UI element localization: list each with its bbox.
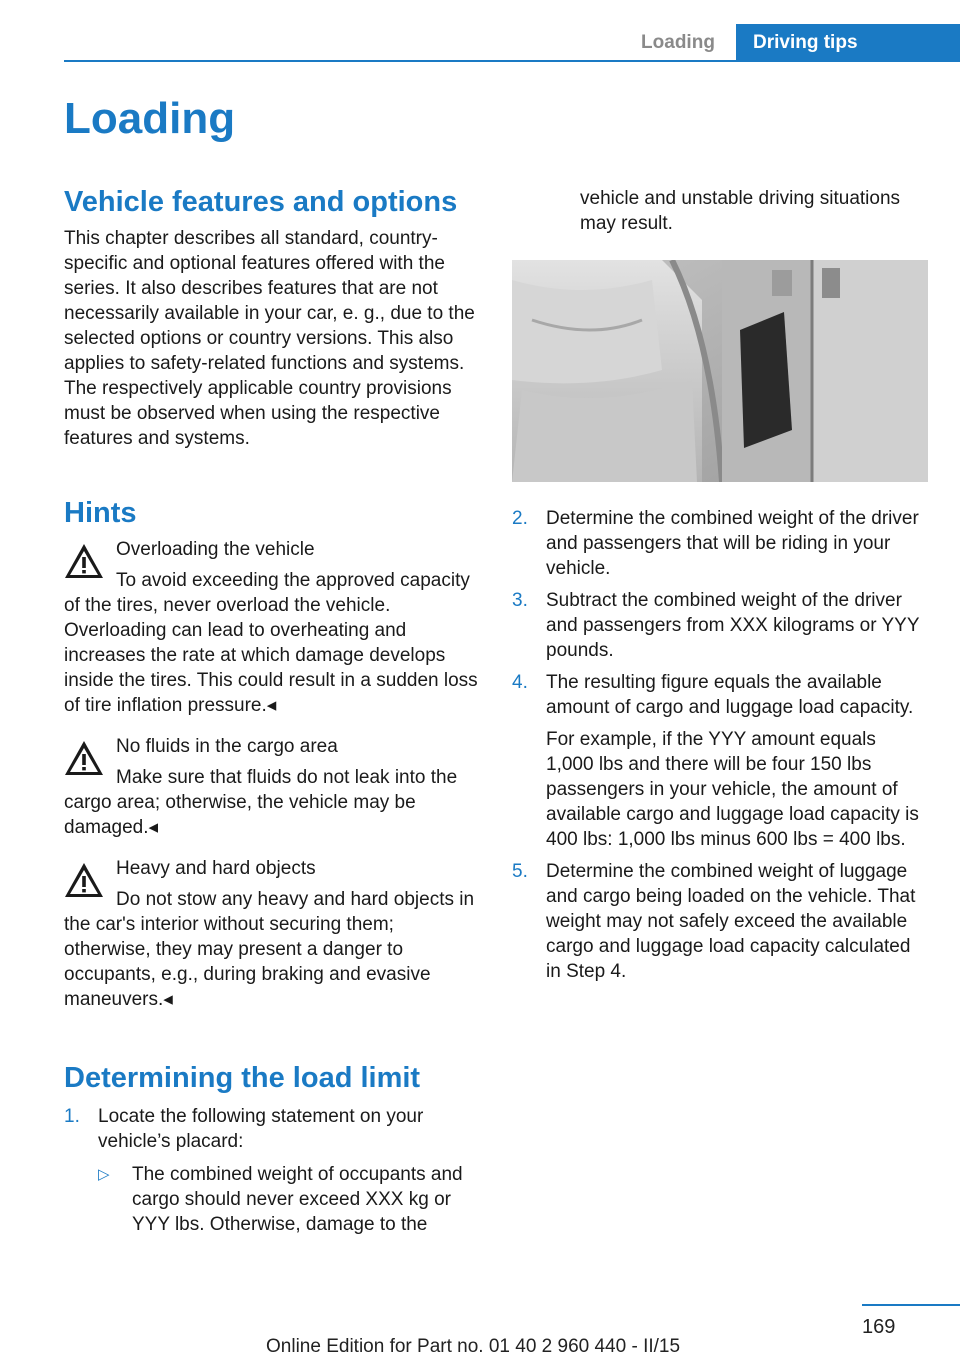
warning-triangle-icon xyxy=(64,740,104,776)
features-paragraph: This chapter describes all standard, country-specific and optional features offered with the series. It also describes features that are not necessarily available in your car, e. g., due to the selected options or country versions. This also applies to safety-related functions and systems. The respectively applicable country provisions must be observed when using the respective features and systems. xyxy=(64,228,475,449)
section-title-hints: Hints xyxy=(64,497,137,529)
bullet-item xyxy=(98,1162,482,1237)
header-section: Loading xyxy=(641,31,715,53)
step-item xyxy=(512,588,928,663)
warning-title: No fluids in the cargo area xyxy=(116,736,338,757)
step-text: Locate the following statement on your vehicle’s placard: xyxy=(98,1106,424,1152)
step-text: Determine the combined weight of the driver and passengers that will be riding in your vehicle. xyxy=(546,508,919,579)
continued-text: vehicle and unstable driving situations may result. xyxy=(580,188,901,234)
step-number: 5. xyxy=(512,861,528,882)
right-column xyxy=(512,186,928,984)
page-number: 169 xyxy=(862,1316,896,1338)
bullet-text: The combined weight of occupants and cargo should never exceed XXX kg or YYY lbs. Otherwise, damage to the xyxy=(132,1164,463,1235)
header-chapter-tab: Driving tips xyxy=(736,24,960,62)
step-text: Determine the combined weight of luggage and cargo being loaded on the vehicle. That weight may not safely exceed the available cargo and luggage load capacity calculated in Step 4. xyxy=(546,861,916,982)
step-text: The resulting figure equals the available amount of cargo and luggage load capacity. xyxy=(546,672,914,718)
warning-body: To avoid exceeding the approved capacity of the tires, never overload the vehicle. Overloading can lead to overheating and increases the rate at which damage develops inside the tires. This could result in a sudden loss of tire inflation pressure.◂ xyxy=(64,570,478,716)
warning-triangle-icon xyxy=(64,862,104,898)
step-number: 3. xyxy=(512,590,528,611)
warning-body: Make sure that fluids do not leak into the cargo area; otherwise, the vehicle may be damaged.◂ xyxy=(64,767,458,838)
step-item xyxy=(512,506,928,581)
warning-fluids xyxy=(64,734,482,840)
warning-overloading xyxy=(64,537,482,718)
seat-door-photo xyxy=(512,260,928,482)
warning-heavy-objects xyxy=(64,856,482,1012)
section-title-features: Vehicle features and options xyxy=(64,186,458,218)
step-text: Subtract the combined weight of the driver and passengers from XXX kilograms or YYY pounds. xyxy=(546,590,920,661)
warning-title: Overloading the vehicle xyxy=(116,539,315,560)
step-item xyxy=(512,859,928,984)
warning-triangle-icon xyxy=(64,543,104,579)
left-column xyxy=(64,184,482,1237)
edition-text: Online Edition for Part no. 01 40 2 960 440 - II/15 xyxy=(266,1336,681,1357)
warning-body: Do not stow any heavy and hard objects in the car's interior without securing them; otherwise, they may present a danger to occupants, e.g., during braking and evasive maneuvers.◂ xyxy=(64,889,475,1010)
step-number: 2. xyxy=(512,508,528,529)
step-item xyxy=(512,670,928,852)
page-title: Loading xyxy=(64,94,236,143)
step-item xyxy=(64,1104,482,1237)
step-number: 1. xyxy=(64,1106,80,1127)
bullet-triangle-icon: ▷ xyxy=(98,1166,110,1183)
warning-title: Heavy and hard objects xyxy=(116,858,316,879)
step-number: 4. xyxy=(512,672,528,693)
footer-rule xyxy=(862,1304,960,1306)
section-title-load-limit: Determining the load limit xyxy=(64,1062,421,1094)
example-text: For example, if the YYY amount equals 1,000 lbs and there will be four 150 lbs passengers in your vehicle, the amount of available cargo and luggage load capacity is 400 lbs: 1,000 lbs minus 600 lbs = 400 lbs. xyxy=(546,729,919,850)
